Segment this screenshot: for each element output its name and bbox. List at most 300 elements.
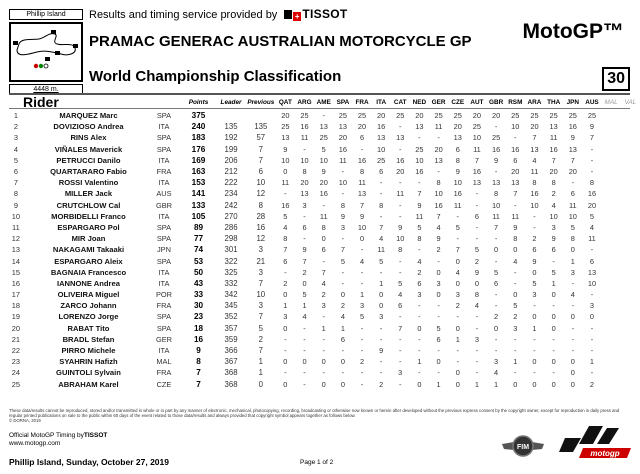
race-points: 16 — [357, 155, 367, 165]
race-points: - — [360, 346, 364, 356]
race-points — [621, 311, 640, 322]
race-points: - — [284, 267, 287, 277]
race-points: - — [399, 200, 402, 210]
gap-to-leader: 368 — [224, 379, 238, 389]
rider-position: 22 — [11, 346, 20, 356]
page-number-box: 30 — [602, 67, 630, 91]
race-points: 9 — [321, 167, 326, 177]
rider-name: OLIVEIRA Miguel — [57, 290, 120, 300]
race-points: 2 — [283, 278, 288, 288]
rider-position: 17 — [11, 290, 20, 300]
race-points — [621, 166, 640, 177]
race-points: 8 — [417, 234, 422, 244]
rider-nation: JPN — [156, 245, 171, 255]
race-points: 5 — [551, 267, 556, 277]
race-points: - — [379, 178, 383, 188]
race-points: 25 — [396, 111, 405, 121]
race-points: 20 — [377, 111, 386, 121]
rider-nation: SPA — [156, 323, 172, 333]
race-points — [621, 144, 640, 155]
rider-position: 13 — [11, 245, 20, 255]
race-points: 4 — [321, 278, 326, 288]
race-points: 1 — [302, 301, 307, 311]
gap-to-previous: 3 — [258, 301, 263, 311]
race-points: - — [456, 211, 459, 221]
race-points: - — [552, 334, 555, 344]
race-points: - — [456, 357, 459, 367]
race-points: - — [533, 301, 536, 311]
race-points: 10 — [415, 155, 424, 165]
rider-nation: ITA — [158, 155, 170, 165]
race-points: 2 — [494, 312, 499, 322]
table-row — [9, 267, 640, 278]
race-points: 20 — [434, 144, 443, 154]
rider-points: 18 — [193, 323, 204, 333]
race-points: 3 — [436, 278, 441, 288]
race-points: - — [514, 368, 517, 378]
race-points: 11 — [319, 211, 328, 221]
table-row — [9, 289, 640, 300]
race-points: 4 — [474, 301, 479, 311]
race-points: 10 — [472, 133, 482, 143]
race-points: 3 — [398, 368, 403, 378]
race-points — [602, 278, 621, 289]
race-points: 16 — [434, 200, 443, 210]
race-points: 2 — [551, 189, 556, 199]
rider-points: 23 — [193, 312, 204, 322]
race-points: - — [379, 323, 383, 333]
race-points: 0 — [340, 357, 345, 367]
race-points: 13 — [491, 178, 501, 188]
race-points: 8 — [283, 234, 288, 244]
race-points: - — [590, 323, 594, 333]
race-points: 0 — [551, 357, 556, 367]
rider-position: 19 — [11, 312, 20, 322]
race-points: - — [475, 189, 479, 199]
gap-to-previous: 6 — [258, 167, 263, 177]
race-points: - — [360, 379, 364, 389]
race-points: 10 — [549, 211, 558, 221]
gap-to-previous: 21 — [256, 256, 266, 266]
race-points: 9 — [532, 256, 537, 266]
race-points: 3 — [359, 301, 365, 311]
col-race: ITA — [376, 98, 387, 106]
race-points: 20 — [453, 122, 462, 132]
rider-points: 183 — [191, 133, 206, 143]
race-points: 0 — [359, 234, 365, 244]
race-points: 10 — [377, 144, 386, 154]
race-points: - — [360, 267, 364, 277]
race-points: - — [284, 334, 287, 344]
race-points: 8 — [379, 200, 384, 210]
track-layout-icon — [11, 24, 81, 76]
race-points: 9 — [379, 346, 384, 356]
race-points — [602, 211, 621, 222]
race-points: 13 — [377, 133, 386, 143]
race-points: 20 — [300, 178, 309, 188]
race-points: 25 — [281, 122, 290, 132]
gap-to-leader: 234 — [224, 189, 238, 199]
race-points — [621, 289, 640, 300]
race-points: 7 — [359, 200, 365, 210]
gap-to-leader: 368 — [224, 368, 238, 378]
gap-to-leader: 366 — [224, 346, 238, 356]
race-points: - — [590, 155, 594, 165]
legal-notice — [9, 408, 629, 424]
race-points: 8 — [455, 155, 460, 165]
race-points: 1 — [321, 323, 326, 333]
race-points — [602, 289, 621, 300]
rider-position: 3 — [13, 133, 18, 143]
race-points: 16 — [568, 122, 577, 132]
race-points: 20 — [281, 111, 290, 121]
gap-to-previous — [246, 110, 276, 121]
race-points: - — [303, 323, 306, 333]
table-header-row — [9, 94, 640, 110]
gap-to-previous: 1 — [258, 368, 263, 378]
race-points: 20 — [549, 167, 558, 177]
race-points — [621, 200, 640, 211]
gap-to-previous: 3 — [258, 245, 263, 255]
race-points: - — [590, 144, 594, 154]
race-points: 16 — [377, 122, 386, 132]
race-points: - — [322, 256, 325, 266]
race-points: - — [360, 334, 364, 344]
race-points: - — [284, 368, 287, 378]
legal-text: These data/results cannot be reproduced, stored and/or transmitted in whole or in part by any manner of electronic, mechanical, photocopying, recording, broadcasting or otherwise now known or herein after developed without the previous express consent by the copyright owner, except for reproduction in daily press and regular printed publications on sale to the public within 60 days of the event related to those data/results and always provided that copyright symbol appears together as follows below. — [9, 408, 620, 419]
race-points: - — [571, 278, 575, 288]
rider-name: NAKAGAMI Takaaki — [52, 245, 125, 255]
rider-points: 8 — [196, 357, 201, 367]
race-points: 0 — [513, 379, 518, 389]
race-points: 0 — [589, 312, 595, 322]
rider-name: LORENZO Jorge — [58, 312, 119, 322]
race-points: 4 — [359, 256, 365, 266]
table-row — [9, 233, 640, 244]
race-points: 0 — [340, 379, 345, 389]
rider-points: 89 — [193, 222, 204, 232]
race-points: 8 — [321, 222, 326, 232]
rider-name: MILLER Jack — [64, 189, 113, 199]
rider-position: 16 — [11, 278, 20, 288]
col-race: NED — [412, 98, 427, 106]
col-race-future: MAL — [604, 98, 618, 106]
place-date: Phillip Island, Sunday, October 27, 2019 — [9, 457, 169, 467]
race-points: 3 — [379, 312, 384, 322]
race-points: 4 — [570, 290, 575, 300]
race-points: - — [456, 234, 459, 244]
gap-to-leader — [216, 110, 246, 121]
col-race: ARA — [527, 98, 542, 106]
race-points: 4 — [494, 368, 499, 378]
race-points: 4 — [417, 256, 422, 266]
race-points: 1 — [589, 357, 595, 367]
race-points: - — [437, 346, 440, 356]
race-points: 6 — [302, 222, 307, 232]
rider-name: ZARCO Johann — [60, 301, 117, 311]
race-points: 9 — [455, 167, 460, 177]
race-points: 6 — [532, 245, 537, 255]
race-points: 0 — [532, 312, 537, 322]
gap-to-previous: 28 — [256, 211, 266, 221]
race-points: 8 — [570, 234, 575, 244]
gap-to-previous: 12 — [256, 234, 266, 244]
race-points: 4 — [436, 222, 441, 232]
website-link[interactable]: www.motogp.com — [9, 440, 61, 447]
race-points: 3 — [570, 267, 575, 277]
timing-prefix: Official MotoGP Timing by — [9, 432, 84, 439]
rider-position: 21 — [11, 334, 20, 344]
race-points: - — [494, 346, 498, 356]
race-points: 25 — [300, 111, 309, 121]
race-points: 1 — [513, 357, 518, 367]
rider-points: 50 — [193, 267, 204, 277]
table-row — [9, 222, 640, 233]
table-body — [9, 110, 640, 390]
race-points: 11 — [568, 200, 577, 210]
race-points: 9 — [302, 245, 307, 255]
race-points: 4 — [302, 312, 307, 322]
gap-to-previous: 7 — [258, 144, 263, 154]
race-points — [602, 177, 621, 188]
table-row — [9, 311, 640, 322]
race-points: 0 — [302, 357, 307, 367]
col-points: Points — [188, 98, 209, 106]
rider-nation: ITA — [158, 178, 170, 188]
race-points: 20 — [568, 167, 577, 177]
race-points: 25 — [319, 133, 328, 143]
race-points — [621, 278, 640, 289]
col-race: QAT — [278, 98, 292, 106]
race-points: 20 — [587, 200, 597, 210]
rider-nation: FRA — [156, 301, 172, 311]
col-race: ARG — [297, 98, 312, 106]
table-row — [9, 144, 640, 155]
race-points: 9 — [570, 133, 575, 143]
race-points: - — [379, 368, 383, 378]
race-points: 13 — [587, 267, 597, 277]
col-race: AUT — [470, 98, 484, 106]
race-points: 10 — [530, 200, 539, 210]
race-points: - — [399, 211, 402, 221]
race-points: - — [322, 346, 325, 356]
gap-to-leader: 242 — [224, 200, 238, 210]
rider-nation: SPA — [156, 222, 172, 232]
track-map — [9, 22, 83, 82]
rider-position: 25 — [11, 379, 20, 389]
rider-points: 77 — [193, 234, 204, 244]
race-points: 0 — [532, 357, 537, 367]
rider-nation: AUS — [156, 189, 172, 199]
race-points: - — [418, 178, 421, 188]
race-points: - — [590, 245, 594, 255]
race-points: 20 — [319, 178, 328, 188]
race-points: - — [571, 301, 575, 311]
race-points: 20 — [530, 122, 539, 132]
col-race: CAT — [393, 98, 407, 106]
race-points: - — [341, 346, 345, 356]
race-points: - — [533, 211, 536, 221]
table-row — [9, 323, 640, 334]
race-points: - — [341, 278, 345, 288]
race-points: - — [437, 167, 440, 177]
race-points: 3 — [494, 357, 499, 367]
race-points: 4 — [551, 200, 556, 210]
race-points — [602, 323, 621, 334]
race-points — [621, 300, 640, 311]
race-points: 5 — [283, 211, 288, 221]
race-points: - — [360, 144, 364, 154]
race-points: 1 — [359, 290, 365, 300]
gap-to-leader: 212 — [224, 167, 238, 177]
race-points: - — [360, 323, 364, 333]
race-points: - — [284, 346, 287, 356]
race-points: 5 — [455, 222, 460, 232]
race-points: 0 — [436, 357, 441, 367]
race-points: 2 — [379, 379, 384, 389]
race-points: 10 — [587, 278, 597, 288]
race-points: - — [379, 211, 383, 221]
race-points: - — [418, 133, 421, 143]
race-points: - — [418, 334, 421, 344]
race-points: - — [418, 312, 421, 322]
race-points: 3 — [474, 334, 479, 344]
race-points: - — [437, 301, 440, 311]
race-points: - — [552, 368, 555, 378]
race-points: 3 — [417, 290, 422, 300]
race-points: 5 — [436, 323, 441, 333]
tissot-square-icon — [284, 10, 292, 19]
race-points: 2 — [321, 290, 326, 300]
race-points: 20 — [415, 111, 424, 121]
race-points: - — [475, 234, 479, 244]
race-points: 1 — [340, 323, 345, 333]
race-points: - — [456, 312, 459, 322]
rider-name: DOVIZIOSO Andrea — [53, 122, 124, 132]
race-points: 6 — [417, 278, 422, 288]
race-points: - — [399, 334, 402, 344]
rider-position: 10 — [11, 211, 20, 221]
race-points: 13 — [357, 189, 367, 199]
race-points: 10 — [453, 178, 462, 188]
rider-name: GUINTOLI Sylvain — [56, 368, 121, 378]
race-points: - — [341, 368, 345, 378]
race-points: 5 — [321, 144, 326, 154]
race-points: - — [418, 245, 421, 255]
race-points — [602, 200, 621, 211]
race-points: - — [303, 234, 306, 244]
race-points: 11 — [434, 122, 443, 132]
race-points: - — [341, 234, 345, 244]
race-points: - — [494, 334, 498, 344]
race-points: 13 — [568, 144, 577, 154]
race-points: 10 — [491, 200, 501, 210]
race-points: 7 — [532, 133, 537, 143]
race-points: 7 — [474, 155, 479, 165]
race-points: - — [494, 234, 498, 244]
race-points: 7 — [398, 323, 403, 333]
race-points: - — [590, 346, 594, 356]
race-points: - — [341, 267, 345, 277]
race-points: - — [303, 368, 306, 378]
race-points: - — [418, 368, 421, 378]
race-points: 3 — [321, 301, 326, 311]
rider-nation: MAL — [156, 357, 172, 367]
rider-points: 7 — [196, 379, 201, 389]
race-points: 0 — [321, 357, 326, 367]
rider-position: 2 — [13, 122, 18, 132]
race-points: 0 — [283, 357, 288, 367]
rider-points: 74 — [193, 245, 204, 255]
race-points — [602, 188, 621, 199]
gap-to-leader: 345 — [224, 301, 238, 311]
race-points: 25 — [511, 111, 520, 121]
race-points: 13 — [300, 189, 309, 199]
track-info — [9, 9, 83, 95]
race-points: 0 — [494, 245, 499, 255]
race-points: - — [379, 357, 383, 367]
timing-provider — [89, 7, 348, 21]
gap-to-previous: 7 — [258, 312, 263, 322]
rider-position: 8 — [13, 189, 18, 199]
race-points: 2 — [302, 267, 307, 277]
race-points: - — [514, 346, 517, 356]
race-points: - — [437, 312, 440, 322]
rider-position: 23 — [11, 357, 20, 367]
gap-to-leader: 286 — [224, 222, 238, 232]
race-points: - — [514, 334, 517, 344]
race-points: 9 — [589, 122, 595, 132]
race-points: 1 — [474, 379, 479, 389]
race-points: - — [571, 334, 575, 344]
race-points — [602, 166, 621, 177]
race-points: - — [437, 368, 440, 378]
race-points: 16 — [338, 144, 348, 154]
race-points: 5 — [532, 278, 537, 288]
race-points: - — [494, 301, 498, 311]
race-points: - — [514, 278, 517, 288]
race-points: 5 — [417, 222, 422, 232]
rider-nation: ITA — [158, 346, 170, 356]
race-points: - — [418, 346, 421, 356]
rider-points: 9 — [196, 346, 201, 356]
race-points: 6 — [589, 256, 595, 266]
race-points — [621, 367, 640, 378]
race-points — [621, 132, 640, 143]
race-points: - — [379, 189, 383, 199]
race-points: 25 — [434, 111, 443, 121]
gap-to-leader: 357 — [224, 323, 238, 333]
race-points: 10 — [396, 234, 405, 244]
col-race: AUS — [585, 98, 599, 106]
race-points — [621, 177, 640, 188]
race-points: 0 — [340, 290, 345, 300]
col-previous: Previous — [247, 98, 275, 106]
gap-to-previous: 3 — [258, 267, 263, 277]
race-points: 25 — [491, 133, 501, 143]
table-row — [9, 367, 640, 378]
race-points: 6 — [474, 211, 479, 221]
race-points: 16 — [511, 144, 520, 154]
race-points: 9 — [398, 222, 403, 232]
race-points: 20 — [472, 111, 482, 121]
race-points: 0 — [570, 312, 575, 322]
gap-to-leader: 325 — [224, 267, 238, 277]
rider-position: 15 — [11, 267, 20, 277]
rider-nation: SPA — [156, 144, 172, 154]
race-points: 7 — [589, 133, 595, 143]
gap-to-previous: 10 — [256, 178, 266, 188]
